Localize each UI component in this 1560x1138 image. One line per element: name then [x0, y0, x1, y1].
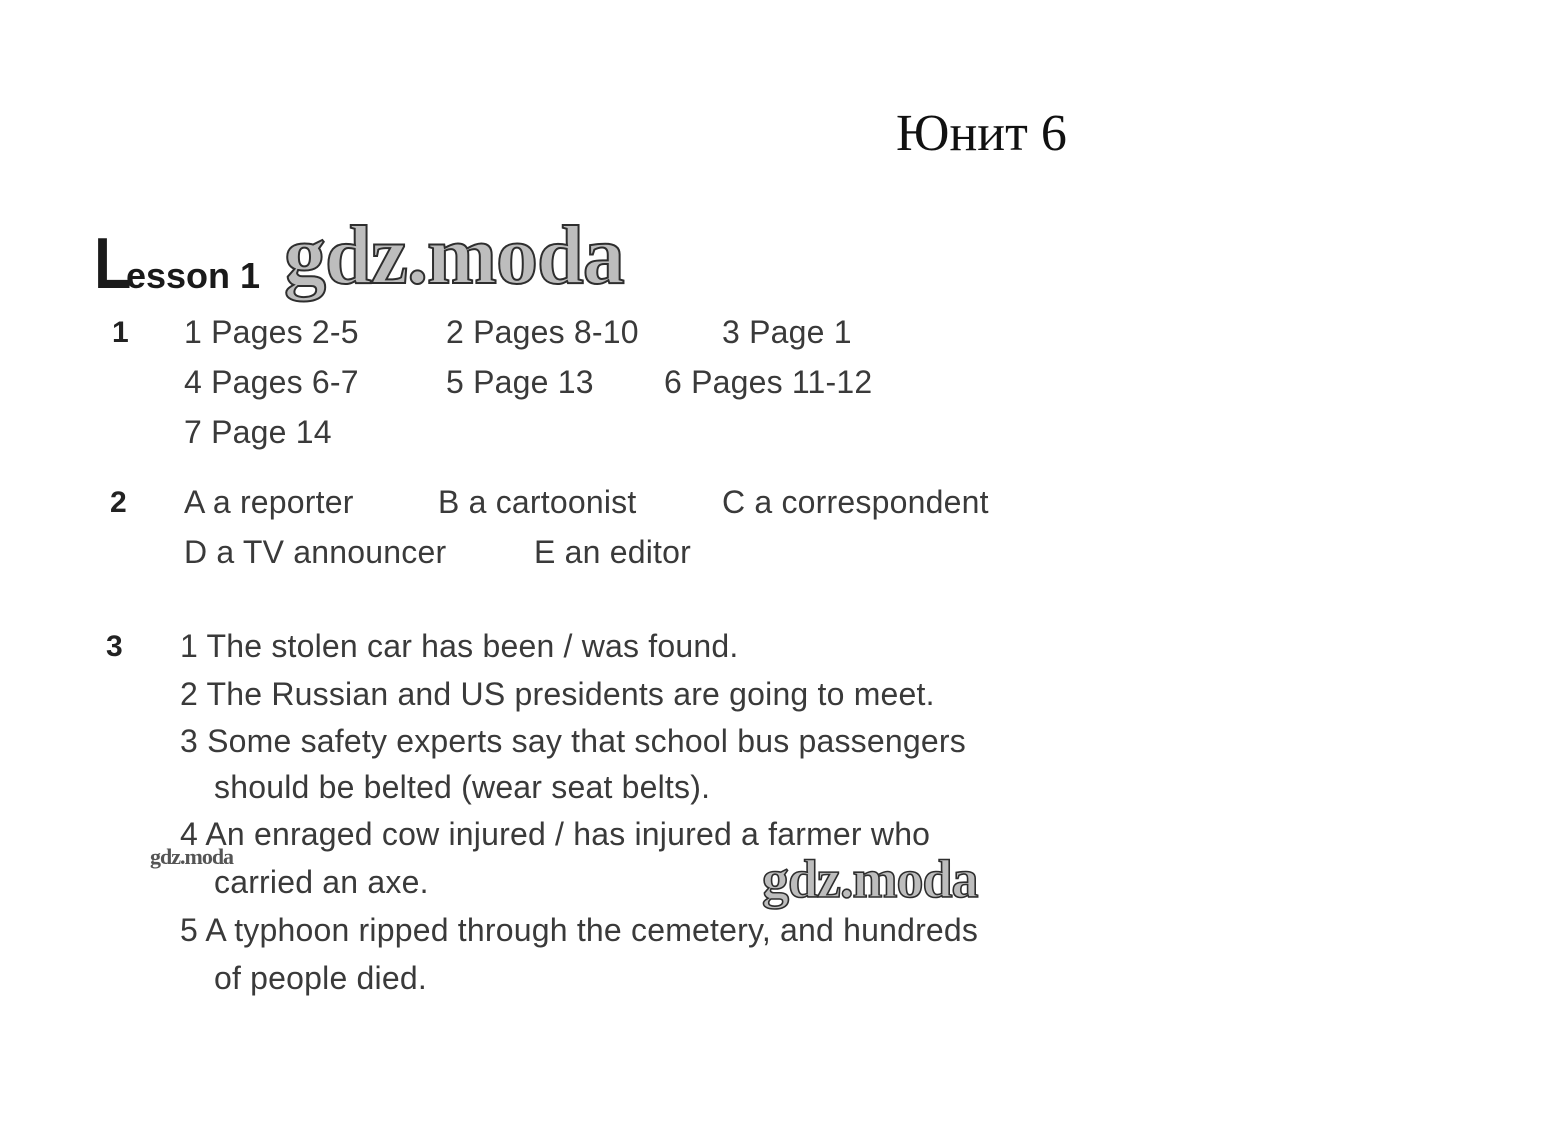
- lesson-title-rest: esson 1: [125, 255, 261, 296]
- exercise-1-row-3: [184, 416, 332, 448]
- exercise-3-number: 3: [106, 630, 123, 663]
- watermark-small: gdz.moda: [150, 844, 234, 869]
- exercise-3-line: of people died.: [214, 960, 427, 996]
- exercise-2-answer: E an editor: [534, 534, 691, 570]
- exercise-1-answer: 3 Page 1: [722, 314, 852, 350]
- exercise-2-answer: B a cartoonist: [438, 484, 637, 520]
- exercise-3-line: carried an axe.: [214, 864, 429, 900]
- exercise-1-answer: 5 Page 13: [446, 364, 594, 400]
- exercise-2-answer: A a reporter: [184, 484, 354, 520]
- lesson-initial-letter: L: [94, 224, 132, 304]
- exercise-1-number: 1: [112, 316, 129, 349]
- exercise-3-line: 3 Some safety experts say that school bus passengers: [180, 723, 966, 759]
- exercise-1-row-1: [184, 316, 852, 348]
- exercise-1-answer: 6 Pages 11-12: [664, 364, 873, 400]
- exercise-2-answer: D a TV announcer: [184, 534, 447, 570]
- exercise-1-answer: 4 Pages 6-7: [184, 364, 359, 400]
- exercise-1-row-2: [184, 366, 872, 398]
- exercise-2-number: 2: [110, 486, 127, 519]
- exercise-2-answer: C a correspondent: [722, 484, 989, 520]
- unit-title: Юнит 6: [896, 105, 1067, 162]
- exercise-3-line: should be belted (wear seat belts).: [214, 769, 711, 805]
- watermark-main: gdz.moda: [284, 209, 624, 302]
- exercise-3-line: 4 An enraged cow injured / has injured a farmer who: [180, 816, 931, 852]
- exercise-1-answer: 7 Page 14: [184, 414, 332, 450]
- exercise-1-answer: 2 Pages 8-10: [446, 314, 639, 350]
- exercise-3-line: 1 The stolen car has been / was found.: [180, 628, 739, 664]
- lesson-heading: [94, 224, 261, 304]
- exercise-3-line: 2 The Russian and US presidents are going to meet.: [180, 676, 935, 712]
- exercise-1-answer: 1 Pages 2-5: [184, 314, 359, 350]
- exercise-2-row-2: [184, 536, 691, 568]
- exercise-3-line: 5 A typhoon ripped through the cemetery, and hundreds: [180, 912, 979, 948]
- watermark-middle: gdz.moda: [762, 849, 978, 909]
- exercise-2-row-1: [184, 486, 989, 518]
